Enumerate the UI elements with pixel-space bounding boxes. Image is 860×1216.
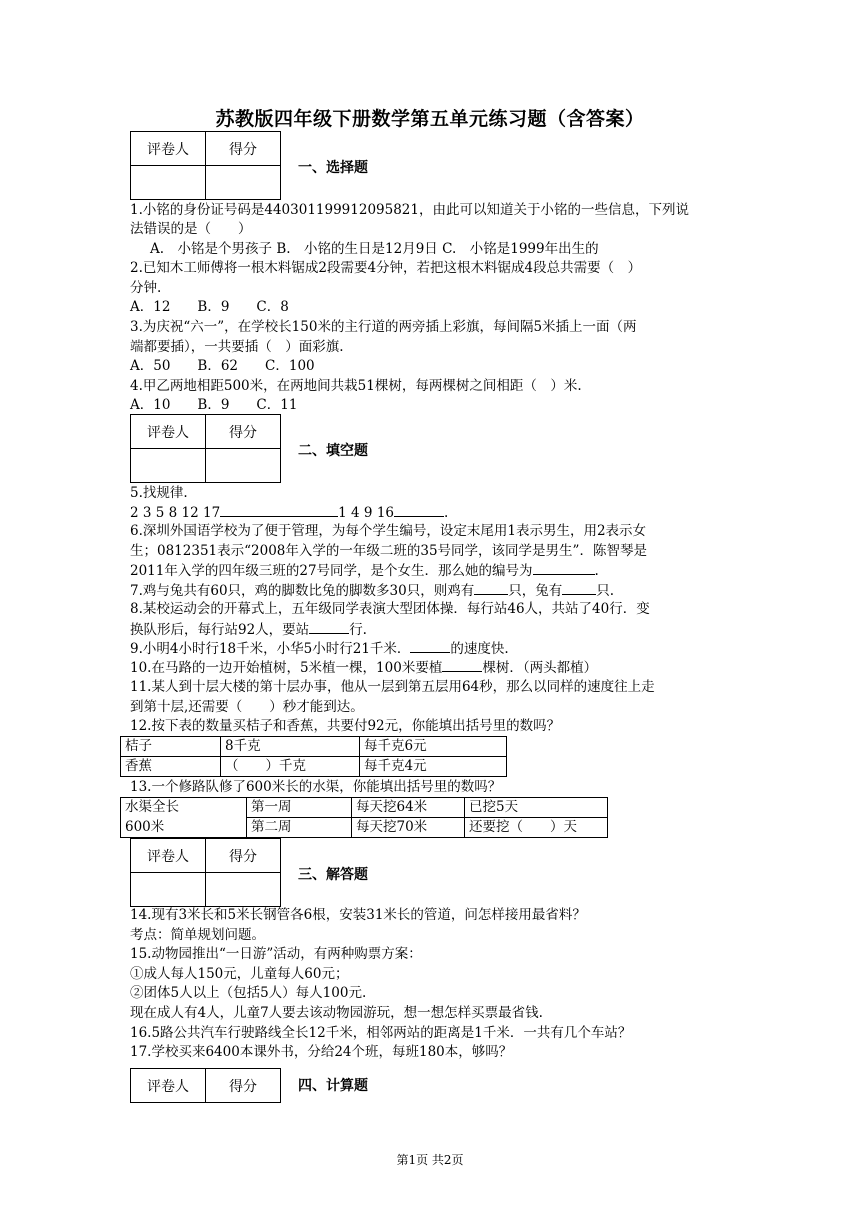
table-row xyxy=(121,798,608,818)
question-7-text-b: 只，兔有 xyxy=(508,583,563,599)
table-cell: 每天挖70米 xyxy=(352,818,465,838)
grader-cell xyxy=(131,449,206,483)
table-cell: 香蕉 xyxy=(121,757,221,777)
answer-blank[interactable] xyxy=(309,619,349,634)
table-cell: 每千克6元 xyxy=(360,737,507,757)
score-label: 得分 xyxy=(206,415,281,449)
grader-label: 评卷人 xyxy=(131,1069,206,1103)
score-box xyxy=(130,838,281,907)
question-7-text-c: 只. xyxy=(596,583,615,599)
question-1-line-1: 1.小铭的身份证号码是440301199912095821，由此可以知道关于小铭的一些信息，下列说 xyxy=(130,202,689,218)
table-cell: 每天挖64米 xyxy=(352,798,465,818)
table-row xyxy=(121,818,608,838)
table-cell: 600米 xyxy=(121,818,247,838)
page-title: 苏教版四年级下册数学第五单元练习题（含答案） xyxy=(215,108,645,130)
question-2-options: A．12 B．9 C．8 xyxy=(130,299,289,315)
question-17-line-1: 17.学校买来6400本课外书，分给24个班，每班180本，够吗？ xyxy=(130,1044,513,1060)
score-label: 得分 xyxy=(206,132,281,166)
question-6-line-2: 生；0812351表示“2008年入学的一年级二班的35号同学，该同学是男生”．陈智琴是 xyxy=(130,543,647,559)
section-heading: 一、选择题 xyxy=(298,160,368,176)
score-label: 得分 xyxy=(206,839,281,873)
question-4-line-1: 4.甲乙两地相距500米，在两地间共栽51棵树，每两棵树之间相距（ ）米. xyxy=(130,378,582,394)
table-cell: （ ）千克 xyxy=(221,757,360,777)
score-cell xyxy=(206,166,281,200)
sequence-2: 1 4 9 16 xyxy=(338,505,394,521)
question-8-line-1: 8.某校运动会的开幕式上，五年级同学表演大型团体操．每行站46人，共站了40行．变 xyxy=(130,601,650,617)
table-row xyxy=(121,757,507,777)
grader-cell xyxy=(131,166,206,200)
question-2-line-1: 2.已知木工师傅将一根木料锯成2段需要4分钟，若把这根木料锯成4段总共需要（ ） xyxy=(130,260,642,276)
score-cell xyxy=(206,449,281,483)
section-heading: 三、解答题 xyxy=(298,867,368,883)
question-7-line-1 xyxy=(130,580,614,601)
question-8-text-a: 换队形后，每行站92人，要站 xyxy=(130,622,310,638)
table-cell: 每千克4元 xyxy=(360,757,507,777)
score-label: 得分 xyxy=(206,1069,281,1103)
question-8-text-b: 行. xyxy=(349,622,367,638)
question-1-options: A. 小铭是个男孩子 B. 小铭的生日是12月9日 C. 小铭是1999年出生的 xyxy=(150,241,599,257)
question-14-line-1: 14.现有3米长和5米长钢管各6根，安装31米长的管道，问怎样接用最省料？ xyxy=(130,907,586,923)
answer-blank[interactable] xyxy=(442,657,482,672)
answer-blank[interactable] xyxy=(410,638,450,653)
question-5-end: . xyxy=(444,505,449,521)
question-15-line-1: 15.动物园推出“一日游”活动，有两种购票方案： xyxy=(130,946,422,962)
question-7-text-a: 7.鸡与兔共有60只，鸡的脚数比兔的脚数多30只，则鸡有 xyxy=(130,583,475,599)
score-box xyxy=(130,414,281,483)
question-10-text-a: 10.在马路的一边开始植树，5米植一棵，100米要植 xyxy=(130,660,443,676)
question-11-line-1: 11.某人到十层大楼的第十层办事，他从一层到第五层用64秒，那么以同样的速度往上走 xyxy=(130,679,655,695)
question-13-table xyxy=(120,797,608,838)
question-3-line-1: 3.为庆祝“六一”，在学校长150米的主行道的两旁插上彩旗，每间隔5米插上一面（两 xyxy=(130,319,637,335)
answer-blank[interactable] xyxy=(474,580,508,595)
sequence-1: 2 3 5 8 12 17 xyxy=(130,505,221,521)
question-10-line-1 xyxy=(130,657,597,678)
question-5-line-1: 5.找规律. xyxy=(130,485,188,501)
question-6-line-3 xyxy=(130,560,599,581)
table-cell: 桔子 xyxy=(121,737,221,757)
section-heading: 二、填空题 xyxy=(298,443,368,459)
question-4-options: A．10 B．9 C．11 xyxy=(130,397,298,413)
answer-blank[interactable] xyxy=(220,502,338,517)
question-6-line-1: 6.深圳外国语学校为了便于管理，为每个学生编号，设定末尾用1表示男生，用2表示女 xyxy=(130,523,647,539)
question-9-text-a: 9.小明4小时行18千米，小华5小时行21千米． xyxy=(130,641,411,657)
answer-blank[interactable] xyxy=(562,580,596,595)
question-14-line-2: 考点：简单规划问题。 xyxy=(130,927,265,943)
table-row xyxy=(121,737,507,757)
question-15-line-3: ②团体5人以上（包括5人）每人100元. xyxy=(130,985,367,1001)
grader-label: 评卷人 xyxy=(131,415,206,449)
question-1-line-2: 法错误的是（ ） xyxy=(130,221,252,237)
question-16-line-1: 16.5路公共汽车行驶路线全长12千米，相邻两站的距离是1千米．一共有几个车站？ xyxy=(130,1025,632,1041)
question-12-line-1: 12.按下表的数量买桔子和香蕉，共要付92元，你能填出括号里的数吗？ xyxy=(130,718,561,734)
question-6-end: . xyxy=(594,563,599,579)
page-footer: 第1页 共2页 xyxy=(396,1153,464,1167)
grader-label: 评卷人 xyxy=(131,132,206,166)
question-12-table xyxy=(120,736,507,777)
question-13-line-1: 13.一个修路队修了600米长的水渠，你能填出括号里的数吗？ xyxy=(130,779,502,795)
question-15-line-4: 现在成人有4人，儿童7人要去该动物园游玩，想一想怎样买票最省钱. xyxy=(130,1005,543,1021)
answer-blank[interactable] xyxy=(533,560,595,575)
question-2-line-2: 分钟. xyxy=(130,280,162,296)
score-cell xyxy=(206,873,281,907)
table-cell: 第二周 xyxy=(247,818,352,838)
score-box xyxy=(130,131,281,200)
score-box xyxy=(130,1068,281,1103)
question-9-text-b: 的速度快. xyxy=(450,641,509,657)
question-3-line-2: 端都要插），一共要插（ ）面彩旗. xyxy=(130,339,344,355)
question-10-text-b: 棵树．（两头都植） xyxy=(482,660,598,676)
table-cell: 8千克 xyxy=(221,737,360,757)
question-8-line-2 xyxy=(130,619,367,640)
question-9-line-1 xyxy=(130,638,509,659)
grader-cell xyxy=(131,873,206,907)
table-cell: 水渠全长 xyxy=(121,798,247,818)
question-11-line-2: 到第十层,还需要（ ）秒才能到达。 xyxy=(130,699,364,715)
question-6-text: 2011年入学的四年级三班的27号同学，是个女生．那么她的编号为 xyxy=(130,563,533,579)
table-cell: 还要挖（ ）天 xyxy=(465,818,608,838)
table-cell: 已挖5天 xyxy=(465,798,608,818)
question-15-line-2: ①成人每人150元，儿童每人60元； xyxy=(130,966,349,982)
question-3-options: A．50 B．62 C．100 xyxy=(130,358,315,374)
answer-blank[interactable] xyxy=(394,502,444,517)
table-cell: 第一周 xyxy=(247,798,352,818)
grader-label: 评卷人 xyxy=(131,839,206,873)
question-5-line-2 xyxy=(130,502,448,523)
section-heading: 四、计算题 xyxy=(298,1078,368,1094)
